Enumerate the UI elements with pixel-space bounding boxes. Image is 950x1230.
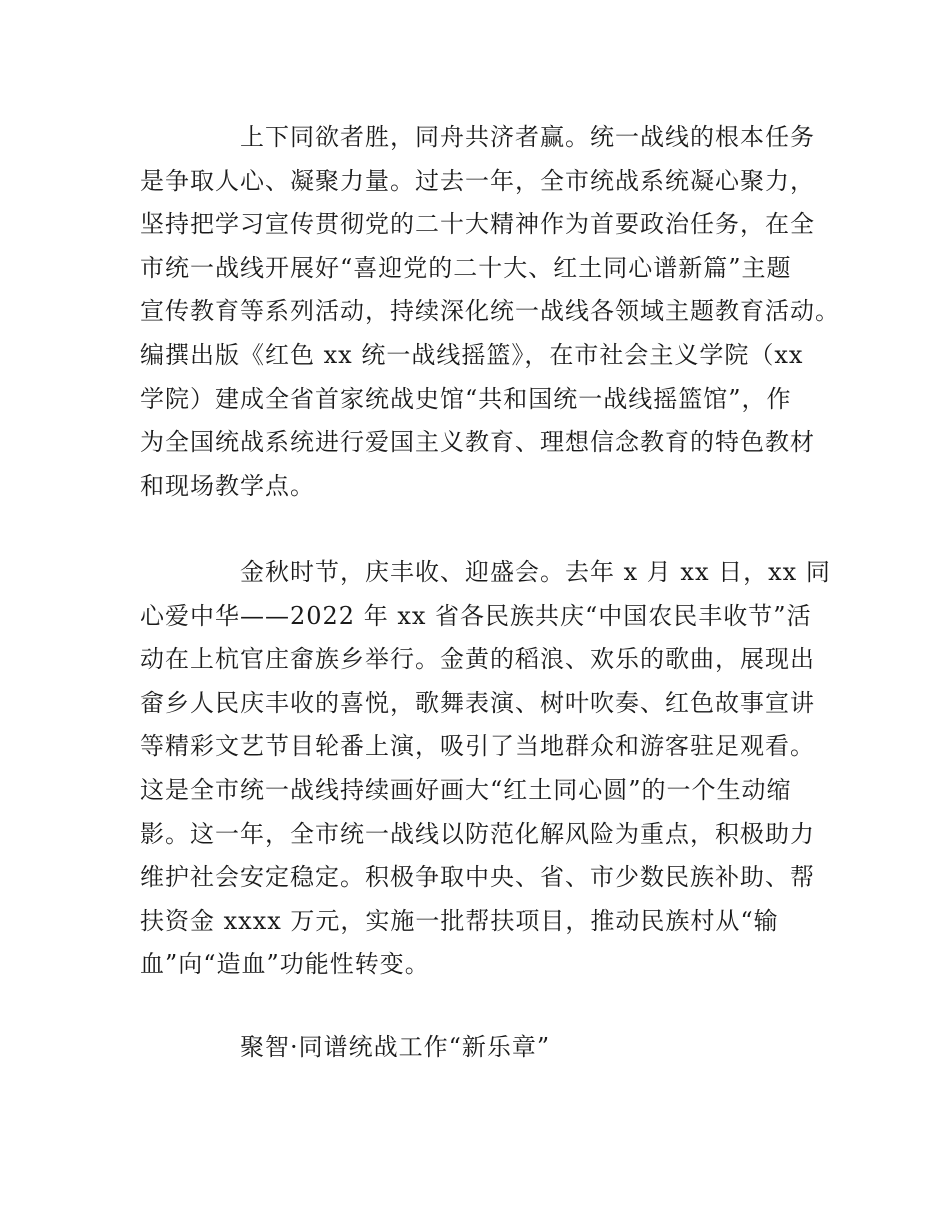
paragraph-harvest-festival (140, 551, 830, 987)
text-line: 动在上杭官庄畲族乡举行。金黄的稻浪、欢乐的歌曲，展现出 (140, 645, 815, 674)
heading-text: 聚智·同谱统战工作“新乐章” (240, 1033, 551, 1061)
text-line: 畲乡人民庆丰收的喜悦，歌舞表演、树叶吹奏、红色故事宣讲 (140, 688, 815, 717)
text-line: 编撰出版《红色 xx 统一战线摇篮》，在市社会主义学院（xx (140, 340, 804, 369)
text-line: 和现场教学点。 (140, 471, 315, 500)
text-line: 为全国统战系统进行爱国主义教育、理想信念教育的特色教材 (140, 428, 815, 457)
text-line: 维护社会安定稳定。积极争取中央、省、市少数民族补助、帮 (140, 863, 815, 892)
text-line: 市统一战线开展好“喜迎党的二十大、红土同心谱新篇”主题 (140, 253, 792, 282)
text-line: 是争取人心、凝聚力量。过去一年，全市统战系统凝心聚力， (140, 166, 815, 195)
text-line: 这是全市统一战线持续画好画大“红土同心圆”的一个生动缩 (140, 775, 792, 804)
text-line: 宣传教育等系列活动，持续深化统一战线各领域主题教育活动。 (140, 297, 840, 326)
text-line: 上下同欲者胜，同舟共济者赢。统一战线的根本任务 (240, 123, 815, 151)
paragraph-united-front-tasks (140, 116, 840, 508)
text-line: 扶资金 xxxx 万元，实施一批帮扶项目，推动民族村从“输 (140, 906, 779, 935)
text-line: 心爱中华——2022 年 xx 省各民族共庆“中国农民丰收节”活 (140, 601, 812, 630)
text-line: 学院）建成全省首家统战史馆“共和国统一战线摇篮馆”，作 (140, 384, 792, 413)
text-line: 坚持把学习宣传贯彻党的二十大精神作为首要政治任务，在全 (140, 210, 815, 239)
text-line: 金秋时节，庆丰收、迎盛会。去年 x 月 xx 日，xx 同 (240, 558, 831, 586)
text-line: 影。这一年，全市统一战线以防范化解风险为重点，积极助力 (140, 819, 815, 848)
text-line: 血”向“造血”功能性转变。 (140, 950, 430, 979)
text-line: 等精彩文艺节目轮番上演，吸引了当地群众和游客驻足观看。 (140, 732, 815, 761)
section-heading (140, 1026, 830, 1070)
